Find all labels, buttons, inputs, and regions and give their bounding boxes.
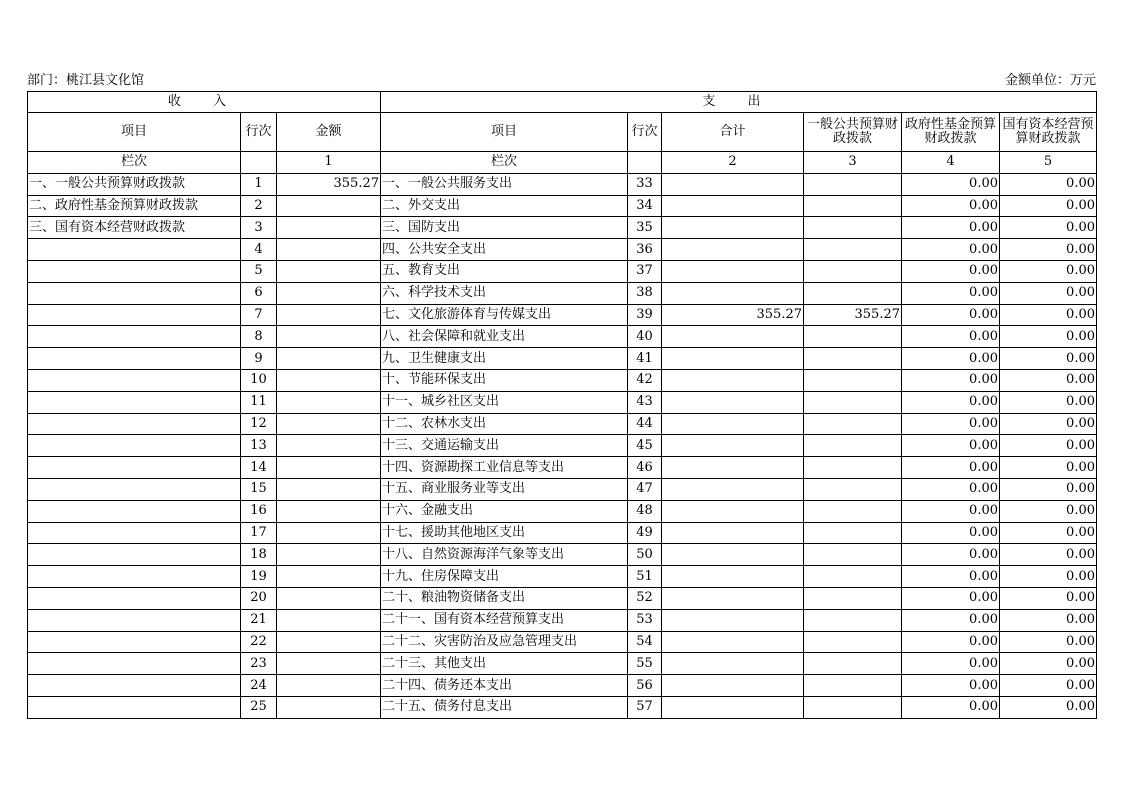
income-line-cell: 22 — [241, 631, 277, 653]
budget-table — [27, 91, 1097, 719]
expense-item-cell: 五、教育支出 — [381, 260, 628, 282]
col-general-budget: 一般公共预算财政拨款 — [804, 113, 902, 152]
section-header-row — [28, 92, 1097, 113]
gov-fund-cell: 0.00 — [902, 675, 1000, 697]
expense-line-cell: 46 — [628, 457, 662, 479]
total-cell — [662, 326, 804, 348]
expense-item-cell: 十七、援助其他地区支出 — [381, 522, 628, 544]
expense-item-cell: 二十三、其他支出 — [381, 653, 628, 675]
state-capital-cell: 0.00 — [1000, 369, 1097, 391]
income-amount-cell — [277, 478, 381, 500]
expense-line-cell: 42 — [628, 369, 662, 391]
total-cell — [662, 522, 804, 544]
gov-fund-cell: 0.00 — [902, 435, 1000, 457]
expense-line-cell: 33 — [628, 173, 662, 195]
income-line-cell: 7 — [241, 304, 277, 326]
table-row — [28, 239, 1097, 261]
table-row — [28, 653, 1097, 675]
col-income-amount: 金额 — [277, 113, 381, 152]
income-amount-cell — [277, 675, 381, 697]
income-item-cell: 一、一般公共预算财政拨款 — [28, 173, 241, 195]
income-amount-cell — [277, 522, 381, 544]
expense-item-cell: 二、外交支出 — [381, 195, 628, 217]
state-capital-cell: 0.00 — [1000, 348, 1097, 370]
unit-label: 金额单位：万元 — [1004, 73, 1096, 88]
expense-line-cell: 54 — [628, 631, 662, 653]
index-expense-label: 栏次 — [381, 152, 628, 174]
general-budget-cell — [804, 326, 902, 348]
table-row — [28, 304, 1097, 326]
gov-fund-cell: 0.00 — [902, 457, 1000, 479]
state-capital-cell: 0.00 — [1000, 391, 1097, 413]
gov-fund-cell: 0.00 — [902, 653, 1000, 675]
general-budget-cell — [804, 173, 902, 195]
income-line-cell: 5 — [241, 260, 277, 282]
income-item-cell — [28, 675, 241, 697]
table-row — [28, 500, 1097, 522]
expense-line-cell: 35 — [628, 217, 662, 239]
general-budget-cell — [804, 544, 902, 566]
total-cell — [662, 653, 804, 675]
general-budget-cell — [804, 348, 902, 370]
income-amount-cell — [277, 587, 381, 609]
expense-line-cell: 45 — [628, 435, 662, 457]
income-item-cell — [28, 587, 241, 609]
table-row — [28, 391, 1097, 413]
total-cell — [662, 239, 804, 261]
total-cell — [662, 413, 804, 435]
state-capital-cell: 0.00 — [1000, 413, 1097, 435]
column-index-row — [28, 152, 1097, 174]
total-cell — [662, 675, 804, 697]
gov-fund-cell: 0.00 — [902, 260, 1000, 282]
income-amount-cell — [277, 500, 381, 522]
table-row — [28, 326, 1097, 348]
gov-fund-cell: 0.00 — [902, 304, 1000, 326]
expense-item-cell: 七、文化旅游体育与传媒支出 — [381, 304, 628, 326]
state-capital-cell: 0.00 — [1000, 195, 1097, 217]
general-budget-cell — [804, 217, 902, 239]
general-budget-cell — [804, 282, 902, 304]
total-cell — [662, 260, 804, 282]
income-item-cell — [28, 413, 241, 435]
income-line-cell: 9 — [241, 348, 277, 370]
income-item-cell — [28, 457, 241, 479]
gov-fund-cell: 0.00 — [902, 173, 1000, 195]
col-gov-fund: 政府性基金预算财政拨款 — [902, 113, 1000, 152]
department-label: 部门：桃江县文化馆 — [27, 73, 145, 88]
general-budget-cell — [804, 566, 902, 588]
total-cell — [662, 500, 804, 522]
expense-line-cell: 39 — [628, 304, 662, 326]
general-budget-cell — [804, 609, 902, 631]
expense-item-cell: 九、卫生健康支出 — [381, 348, 628, 370]
general-budget-cell — [804, 587, 902, 609]
expense-item-cell: 四、公共安全支出 — [381, 239, 628, 261]
income-amount-cell — [277, 369, 381, 391]
expense-item-cell: 二十一、国有资本经营预算支出 — [381, 609, 628, 631]
income-item-cell — [28, 566, 241, 588]
table-row — [28, 413, 1097, 435]
general-budget-cell — [804, 675, 902, 697]
table-row — [28, 435, 1097, 457]
income-line-cell: 6 — [241, 282, 277, 304]
table-row — [28, 587, 1097, 609]
expense-line-cell: 48 — [628, 500, 662, 522]
income-amount-cell — [277, 653, 381, 675]
gov-fund-cell: 0.00 — [902, 217, 1000, 239]
state-capital-cell: 0.00 — [1000, 609, 1097, 631]
income-line-cell: 10 — [241, 369, 277, 391]
income-amount-cell — [277, 195, 381, 217]
expense-line-cell: 51 — [628, 566, 662, 588]
income-amount-cell — [277, 304, 381, 326]
col-total: 合计 — [662, 113, 804, 152]
general-budget-cell — [804, 435, 902, 457]
expense-line-cell: 36 — [628, 239, 662, 261]
state-capital-cell: 0.00 — [1000, 653, 1097, 675]
income-line-cell: 4 — [241, 239, 277, 261]
expense-line-cell: 34 — [628, 195, 662, 217]
col-state-capital: 国有资本经营预算财政拨款 — [1000, 113, 1097, 152]
expense-item-cell: 二十、粮油物资储备支出 — [381, 587, 628, 609]
table-row — [28, 173, 1097, 195]
expense-item-cell: 十五、商业服务业等支出 — [381, 478, 628, 500]
income-item-cell — [28, 348, 241, 370]
income-item-cell — [28, 282, 241, 304]
index-line-blank — [241, 152, 277, 174]
income-line-cell: 16 — [241, 500, 277, 522]
expense-item-cell: 六、科学技术支出 — [381, 282, 628, 304]
total-cell — [662, 369, 804, 391]
expense-line-cell: 47 — [628, 478, 662, 500]
expense-item-cell: 二十二、灾害防治及应急管理支出 — [381, 631, 628, 653]
expense-item-cell: 十四、资源勘探工业信息等支出 — [381, 457, 628, 479]
state-capital-cell: 0.00 — [1000, 326, 1097, 348]
expense-item-cell: 二十五、债务付息支出 — [381, 696, 628, 718]
gov-fund-cell: 0.00 — [902, 326, 1000, 348]
expense-line-cell: 37 — [628, 260, 662, 282]
expense-line-cell: 56 — [628, 675, 662, 697]
expense-item-cell: 十二、农林水支出 — [381, 413, 628, 435]
income-line-cell: 20 — [241, 587, 277, 609]
expense-line-cell: 55 — [628, 653, 662, 675]
income-amount-cell — [277, 239, 381, 261]
gov-fund-cell: 0.00 — [902, 609, 1000, 631]
general-budget-cell — [804, 500, 902, 522]
income-line-cell: 8 — [241, 326, 277, 348]
general-budget-cell — [804, 522, 902, 544]
state-capital-cell: 0.00 — [1000, 544, 1097, 566]
income-line-cell: 24 — [241, 675, 277, 697]
income-amount-cell — [277, 217, 381, 239]
gov-fund-cell: 0.00 — [902, 522, 1000, 544]
total-cell — [662, 282, 804, 304]
total-cell — [662, 566, 804, 588]
income-line-cell: 23 — [241, 653, 277, 675]
income-line-cell: 2 — [241, 195, 277, 217]
general-budget-cell — [804, 369, 902, 391]
expense-item-cell: 十三、交通运输支出 — [381, 435, 628, 457]
index-expense-line-blank — [628, 152, 662, 174]
income-amount-cell: 355.27 — [277, 173, 381, 195]
income-item-cell — [28, 478, 241, 500]
expense-item-cell: 八、社会保障和就业支出 — [381, 326, 628, 348]
general-budget-cell — [804, 631, 902, 653]
income-item-cell — [28, 435, 241, 457]
table-row — [28, 631, 1097, 653]
col-expense-line: 行次 — [628, 113, 662, 152]
index-total: 2 — [662, 152, 804, 174]
income-amount-cell — [277, 326, 381, 348]
total-cell — [662, 173, 804, 195]
income-amount-cell — [277, 609, 381, 631]
column-header-row — [28, 113, 1097, 152]
total-cell — [662, 348, 804, 370]
table-row — [28, 348, 1097, 370]
general-budget-cell — [804, 457, 902, 479]
total-cell — [662, 195, 804, 217]
gov-fund-cell: 0.00 — [902, 587, 1000, 609]
income-amount-cell — [277, 696, 381, 718]
total-cell — [662, 587, 804, 609]
income-amount-cell — [277, 457, 381, 479]
state-capital-cell: 0.00 — [1000, 173, 1097, 195]
gov-fund-cell: 0.00 — [902, 566, 1000, 588]
index-fund: 4 — [902, 152, 1000, 174]
expense-section-title: 支 出 — [381, 92, 1097, 113]
state-capital-cell: 0.00 — [1000, 435, 1097, 457]
general-budget-cell — [804, 239, 902, 261]
index-label: 栏次 — [28, 152, 241, 174]
expense-line-cell: 53 — [628, 609, 662, 631]
table-row — [28, 675, 1097, 697]
gov-fund-cell: 0.00 — [902, 369, 1000, 391]
expense-item-cell: 十一、城乡社区支出 — [381, 391, 628, 413]
state-capital-cell: 0.00 — [1000, 260, 1097, 282]
income-amount-cell — [277, 260, 381, 282]
gov-fund-cell: 0.00 — [902, 478, 1000, 500]
total-cell — [662, 609, 804, 631]
index-general: 3 — [804, 152, 902, 174]
table-row — [28, 696, 1097, 718]
state-capital-cell: 0.00 — [1000, 478, 1097, 500]
general-budget-cell — [804, 260, 902, 282]
expense-item-cell: 十八、自然资源海洋气象等支出 — [381, 544, 628, 566]
gov-fund-cell: 0.00 — [902, 696, 1000, 718]
state-capital-cell: 0.00 — [1000, 522, 1097, 544]
income-line-cell: 25 — [241, 696, 277, 718]
general-budget-cell — [804, 653, 902, 675]
state-capital-cell: 0.00 — [1000, 696, 1097, 718]
table-row — [28, 566, 1097, 588]
expense-line-cell: 50 — [628, 544, 662, 566]
table-row — [28, 522, 1097, 544]
income-line-cell: 11 — [241, 391, 277, 413]
expense-line-cell: 40 — [628, 326, 662, 348]
total-cell — [662, 544, 804, 566]
state-capital-cell: 0.00 — [1000, 457, 1097, 479]
state-capital-cell: 0.00 — [1000, 217, 1097, 239]
state-capital-cell: 0.00 — [1000, 675, 1097, 697]
table-row — [28, 609, 1097, 631]
income-amount-cell — [277, 544, 381, 566]
expense-line-cell: 57 — [628, 696, 662, 718]
total-cell — [662, 457, 804, 479]
expense-line-cell: 41 — [628, 348, 662, 370]
table-row — [28, 369, 1097, 391]
gov-fund-cell: 0.00 — [902, 500, 1000, 522]
index-state: 5 — [1000, 152, 1097, 174]
table-row — [28, 195, 1097, 217]
total-cell — [662, 217, 804, 239]
total-cell — [662, 478, 804, 500]
general-budget-cell — [804, 478, 902, 500]
gov-fund-cell: 0.00 — [902, 348, 1000, 370]
gov-fund-cell: 0.00 — [902, 239, 1000, 261]
income-item-cell — [28, 304, 241, 326]
income-line-cell: 14 — [241, 457, 277, 479]
index-amount: 1 — [277, 152, 381, 174]
expense-item-cell: 十、节能环保支出 — [381, 369, 628, 391]
total-cell — [662, 696, 804, 718]
income-amount-cell — [277, 282, 381, 304]
income-item-cell — [28, 522, 241, 544]
expense-line-cell: 43 — [628, 391, 662, 413]
total-cell — [662, 391, 804, 413]
income-item-cell — [28, 326, 241, 348]
col-income-item: 项目 — [28, 113, 241, 152]
gov-fund-cell: 0.00 — [902, 544, 1000, 566]
income-section-title: 收 入 — [28, 92, 381, 113]
gov-fund-cell: 0.00 — [902, 631, 1000, 653]
col-income-line: 行次 — [241, 113, 277, 152]
expense-item-cell: 十九、住房保障支出 — [381, 566, 628, 588]
income-item-cell — [28, 260, 241, 282]
expense-line-cell: 38 — [628, 282, 662, 304]
total-cell: 355.27 — [662, 304, 804, 326]
table-row — [28, 457, 1097, 479]
table-row — [28, 282, 1097, 304]
income-line-cell: 18 — [241, 544, 277, 566]
income-item-cell — [28, 653, 241, 675]
income-amount-cell — [277, 391, 381, 413]
table-row — [28, 217, 1097, 239]
income-item-cell: 二、政府性基金预算财政拨款 — [28, 195, 241, 217]
income-amount-cell — [277, 566, 381, 588]
income-item-cell — [28, 609, 241, 631]
gov-fund-cell: 0.00 — [902, 195, 1000, 217]
col-expense-item: 项目 — [381, 113, 628, 152]
state-capital-cell: 0.00 — [1000, 500, 1097, 522]
general-budget-cell — [804, 696, 902, 718]
total-cell — [662, 631, 804, 653]
income-item-cell — [28, 544, 241, 566]
income-amount-cell — [277, 348, 381, 370]
income-line-cell: 21 — [241, 609, 277, 631]
expense-item-cell: 三、国防支出 — [381, 217, 628, 239]
expense-item-cell: 二十四、债务还本支出 — [381, 675, 628, 697]
general-budget-cell: 355.27 — [804, 304, 902, 326]
gov-fund-cell: 0.00 — [902, 391, 1000, 413]
state-capital-cell: 0.00 — [1000, 304, 1097, 326]
income-item-cell — [28, 631, 241, 653]
general-budget-cell — [804, 195, 902, 217]
income-item-cell — [28, 500, 241, 522]
income-item-cell — [28, 369, 241, 391]
income-amount-cell — [277, 413, 381, 435]
income-item-cell — [28, 391, 241, 413]
expense-item-cell: 一、一般公共服务支出 — [381, 173, 628, 195]
state-capital-cell: 0.00 — [1000, 566, 1097, 588]
total-cell — [662, 435, 804, 457]
income-line-cell: 15 — [241, 478, 277, 500]
state-capital-cell: 0.00 — [1000, 631, 1097, 653]
income-line-cell: 12 — [241, 413, 277, 435]
income-line-cell: 19 — [241, 566, 277, 588]
income-item-cell: 三、国有资本经营财政拨款 — [28, 217, 241, 239]
state-capital-cell: 0.00 — [1000, 587, 1097, 609]
income-line-cell: 3 — [241, 217, 277, 239]
income-amount-cell — [277, 631, 381, 653]
gov-fund-cell: 0.00 — [902, 282, 1000, 304]
state-capital-cell: 0.00 — [1000, 282, 1097, 304]
income-line-cell: 13 — [241, 435, 277, 457]
table-row — [28, 478, 1097, 500]
expense-line-cell: 44 — [628, 413, 662, 435]
income-line-cell: 1 — [241, 173, 277, 195]
income-amount-cell — [277, 435, 381, 457]
general-budget-cell — [804, 391, 902, 413]
income-item-cell — [28, 239, 241, 261]
expense-line-cell: 49 — [628, 522, 662, 544]
general-budget-cell — [804, 413, 902, 435]
table-row — [28, 544, 1097, 566]
expense-line-cell: 52 — [628, 587, 662, 609]
income-line-cell: 17 — [241, 522, 277, 544]
table-row — [28, 260, 1097, 282]
income-item-cell — [28, 696, 241, 718]
state-capital-cell: 0.00 — [1000, 239, 1097, 261]
expense-item-cell: 十六、金融支出 — [381, 500, 628, 522]
gov-fund-cell: 0.00 — [902, 413, 1000, 435]
